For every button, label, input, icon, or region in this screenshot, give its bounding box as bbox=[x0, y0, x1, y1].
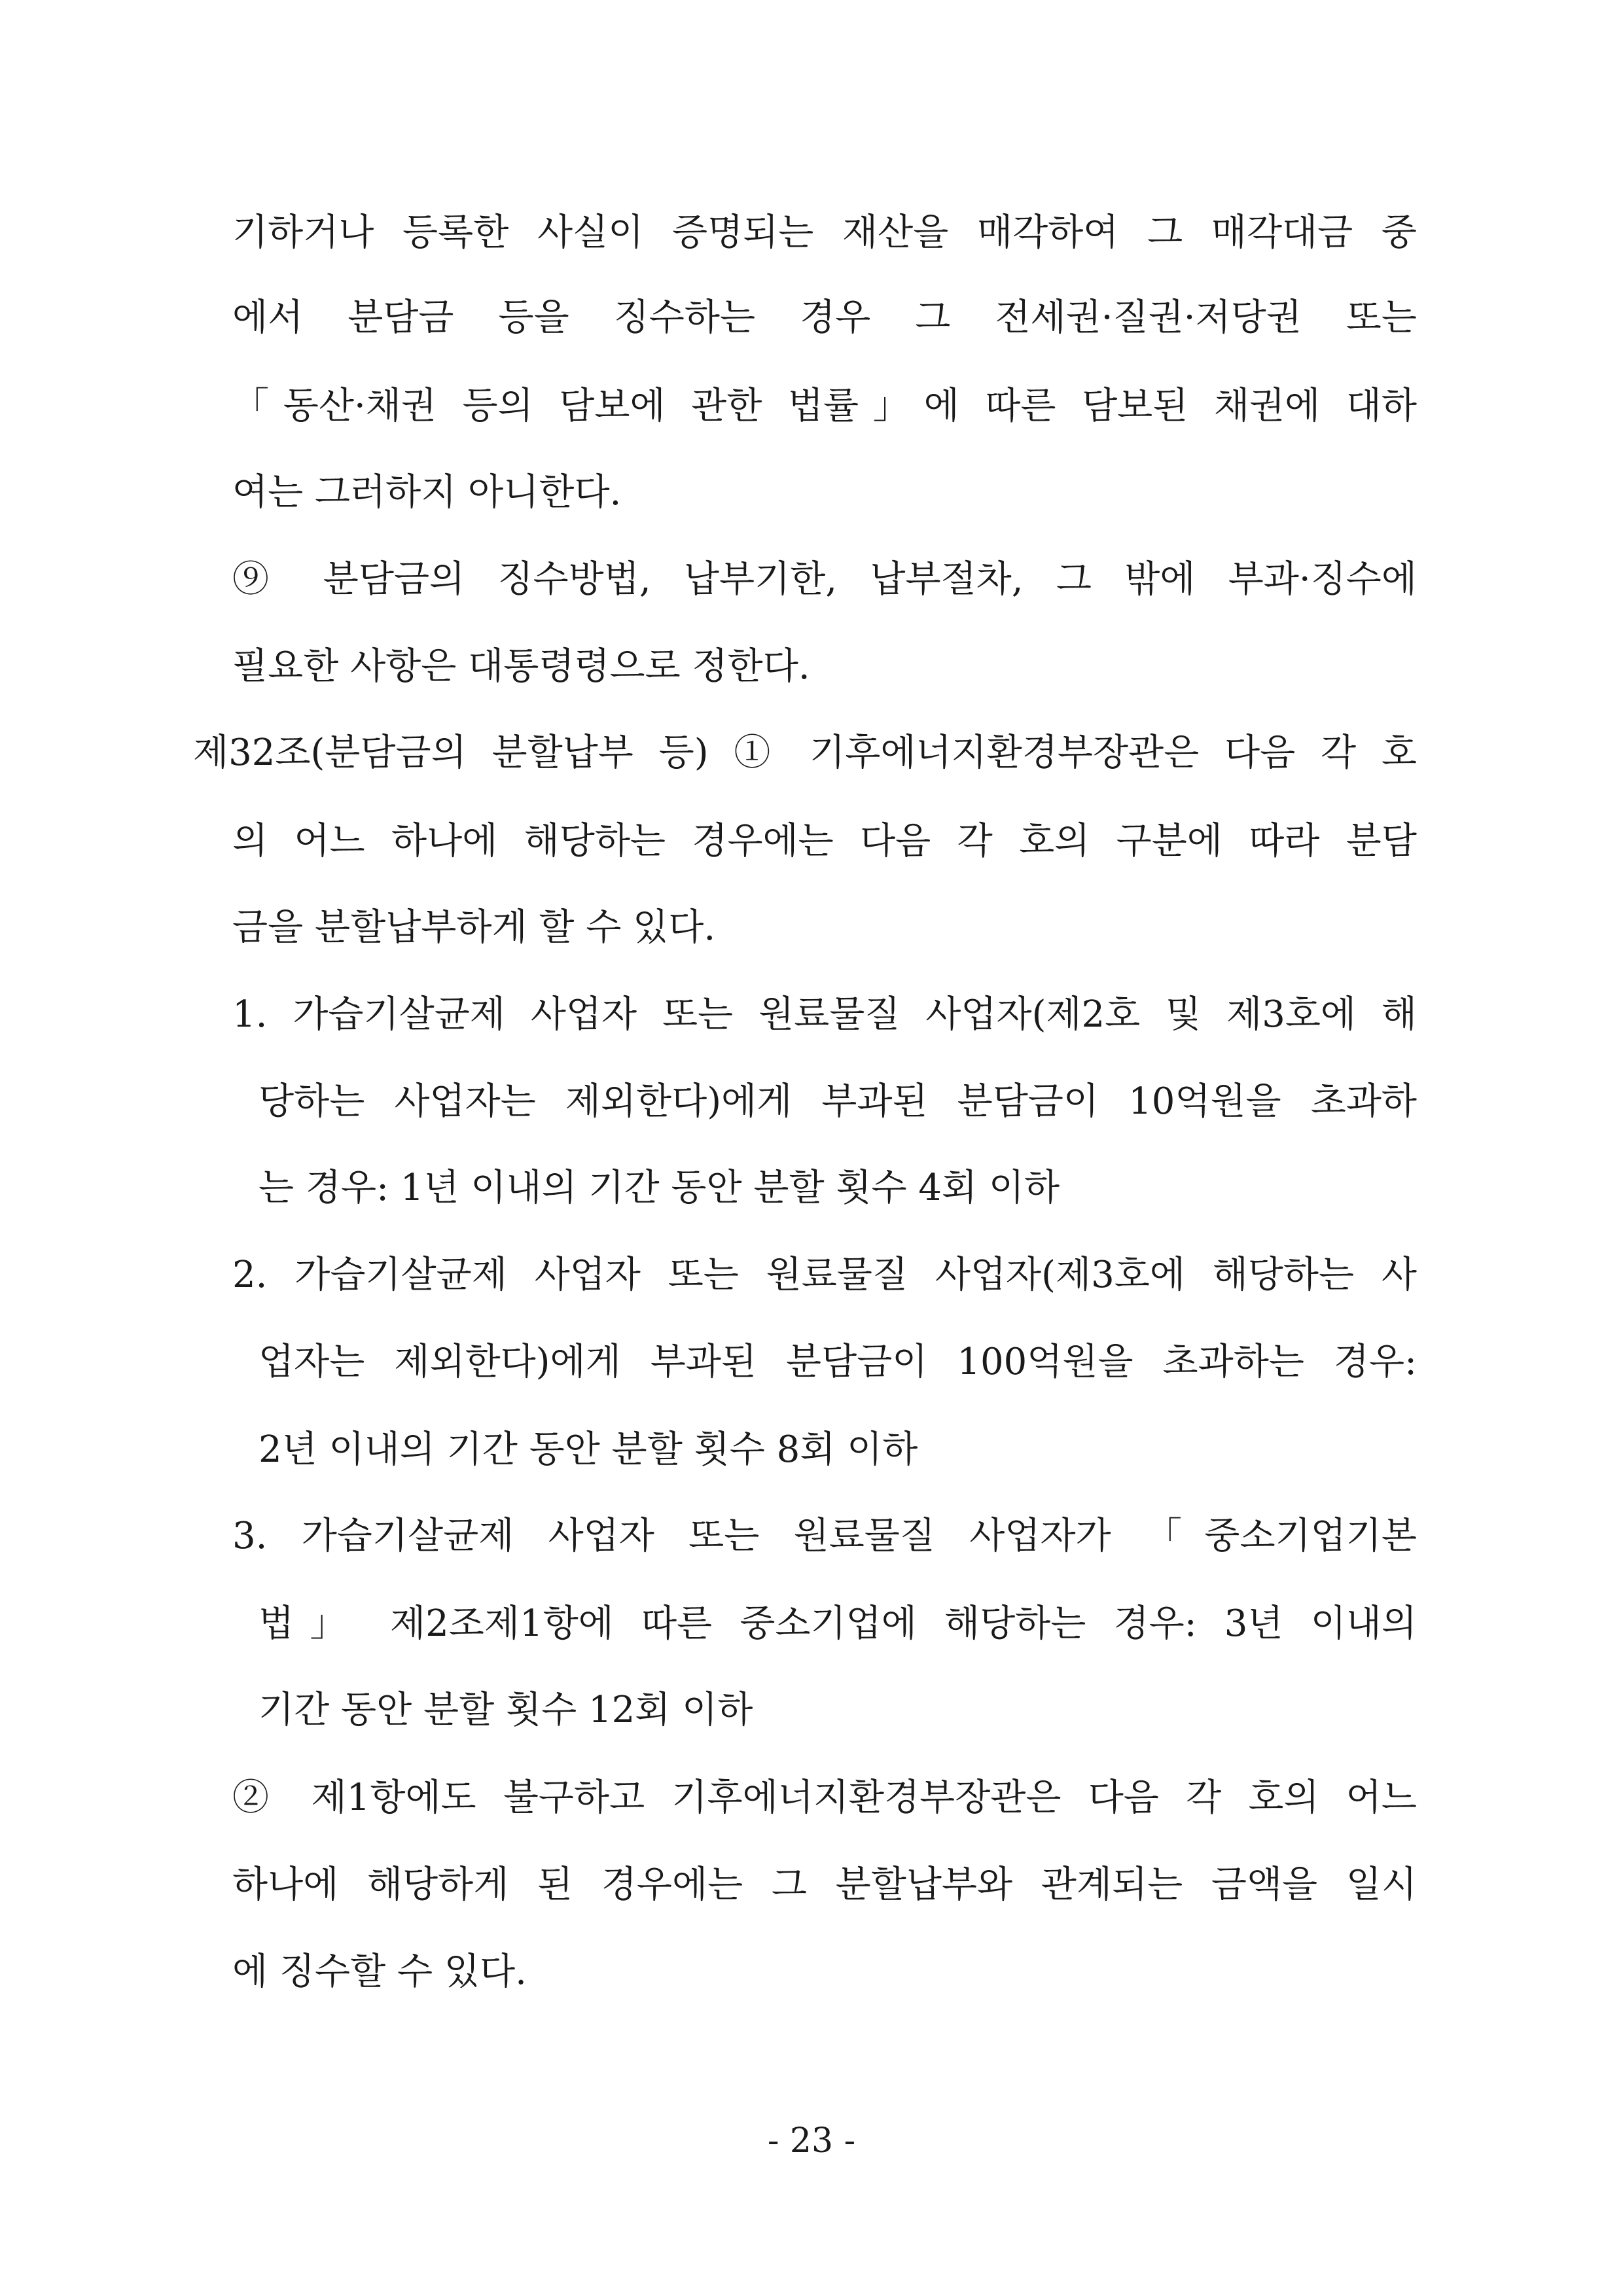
item-1-line-2: 당하는 사업자는 제외한다)에게 부과된 분담금이 10억원을 초과하 bbox=[259, 1080, 1417, 1123]
page-number: - 23 - bbox=[767, 2121, 856, 2161]
text-line-6: 필요한 사항은 대통령령으로 정한다. bbox=[232, 645, 810, 688]
text-line-3: 「동산·채권 등의 담보에 관한 법률」에 따른 담보된 채권에 대하 bbox=[232, 385, 1417, 427]
item-3-line-1: 3. 가습기살균제 사업자 또는 원료물질 사업자가 「중소기업기본 bbox=[232, 1515, 1417, 1557]
text-line-1: 기하거나 등록한 사실이 증명되는 재산을 매각하여 그 매각대금 중 bbox=[232, 211, 1417, 254]
item-2-line-3: 2년 이내의 기간 동안 분할 횟수 8회 이하 bbox=[259, 1428, 918, 1471]
text-line-8: 의 어느 하나에 해당하는 경우에는 다음 각 호의 구분에 따라 분담 bbox=[232, 820, 1417, 862]
item-2-line-1: 2. 가습기살균제 사업자 또는 원료물질 사업자(제3호에 해당하는 사 bbox=[232, 1254, 1417, 1296]
item-1-line-1: 1. 가습기살균제 사업자 또는 원료물질 사업자(제2호 및 제3호에 해 bbox=[232, 993, 1417, 1036]
item-3-line-2: 법」 제2조제1항에 따른 중소기업에 해당하는 경우: 3년 이내의 bbox=[259, 1602, 1417, 1645]
text-line-4: 여는 그러하지 아니한다. bbox=[232, 471, 622, 514]
paragraph-2-line-1: ② 제1항에도 불구하고 기후에너지환경부장관은 다음 각 호의 어느 bbox=[232, 1776, 1417, 1819]
text-line-5: ⑨ 분담금의 징수방법, 납부기한, 납부절차, 그 밖에 부과·징수에 bbox=[232, 558, 1417, 601]
paragraph-2-line-3: 에 징수할 수 있다. bbox=[232, 1951, 527, 1993]
item-3-line-3: 기간 동안 분할 횟수 12회 이하 bbox=[259, 1689, 753, 1731]
item-1-line-3: 는 경우: 1년 이내의 기간 동안 분할 횟수 4회 이하 bbox=[259, 1167, 1060, 1209]
article-32-title: 제32조(분담금의 분할납부 등) ① 기후에너지환경부장관은 다음 각 호 bbox=[193, 732, 1417, 774]
item-2-line-2: 업자는 제외한다)에게 부과된 분담금이 100억원을 초과하는 경우: bbox=[259, 1341, 1417, 1383]
text-line-9: 금을 분할납부하게 할 수 있다. bbox=[232, 906, 716, 949]
paragraph-2-line-2: 하나에 해당하게 된 경우에는 그 분할납부와 관계되는 금액을 일시 bbox=[232, 1863, 1417, 1906]
text-line-2: 에서 분담금 등을 징수하는 경우 그 전세권·질권·저당권 또는 bbox=[232, 296, 1417, 339]
